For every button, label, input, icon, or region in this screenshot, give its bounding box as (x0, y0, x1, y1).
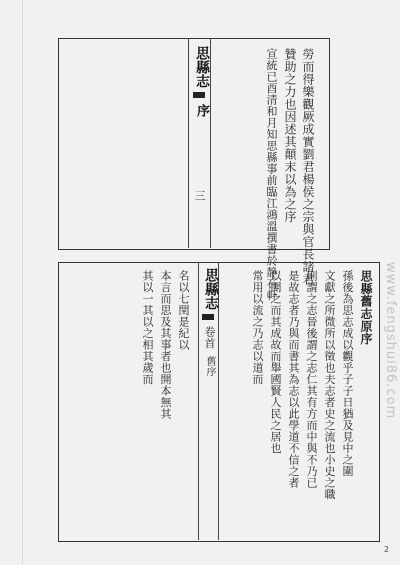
bottom-text-column-5: 以開之而其成故而舉國賢人民之居也 (269, 270, 282, 454)
top-fold-title: 思縣志 (194, 46, 210, 88)
top-fold-line-left (188, 38, 189, 248)
bottom-text-column-8: 本言而思及其事者也開本無其 (159, 270, 172, 420)
top-text-column-2: 贊助之力也因述其顛末以為之序 (283, 48, 297, 223)
top-fold-page: 三 (193, 190, 206, 202)
bottom-text-column-1: 孫後為思志成以觀乎子子日猶及見中之圍 (341, 270, 354, 477)
site-watermark: www.fengshui86.com (383, 262, 398, 420)
page-number: 2 (384, 545, 390, 554)
bottom-text-column-7: 名以七閏是紀以 (177, 270, 190, 351)
top-text-column-3: 宣統已酉清和月知思縣事前臨江鴻溫撰書於静石軒 (265, 48, 278, 301)
bottom-title-column: 思縣舊志原序 (359, 270, 373, 345)
bottom-fold-title: 思縣志 (203, 268, 219, 310)
bottom-text-column-2: 文獻之所微所以徵也夫志者史之流也小史之職 (323, 270, 336, 500)
top-text-column-1: 勞而得樂觀厥成實劉君楊侯之宗與官長諸君 (301, 48, 315, 286)
fish-tail-mark (193, 92, 205, 98)
bottom-fold-sub: 舊序 (204, 356, 215, 377)
bottom-text-column-9: 其以一其以之相其歲而 (141, 270, 154, 385)
bottom-text-column-3: 則謂之志晉後謂之志仁其有方而中與不乃已 (305, 270, 318, 489)
bottom-text-column-6: 常用以流之乃志以道而 (251, 270, 264, 385)
top-fold-section: 序 (194, 104, 209, 117)
fish-tail-mark-bottom (202, 314, 214, 320)
bottom-fold-line-left (198, 262, 199, 540)
bottom-fold-section: 卷首 (203, 326, 216, 349)
binding-line (22, 0, 23, 565)
bottom-text-column-4: 是故志者乃與而書其為志以此學道不信之者 (287, 270, 300, 489)
